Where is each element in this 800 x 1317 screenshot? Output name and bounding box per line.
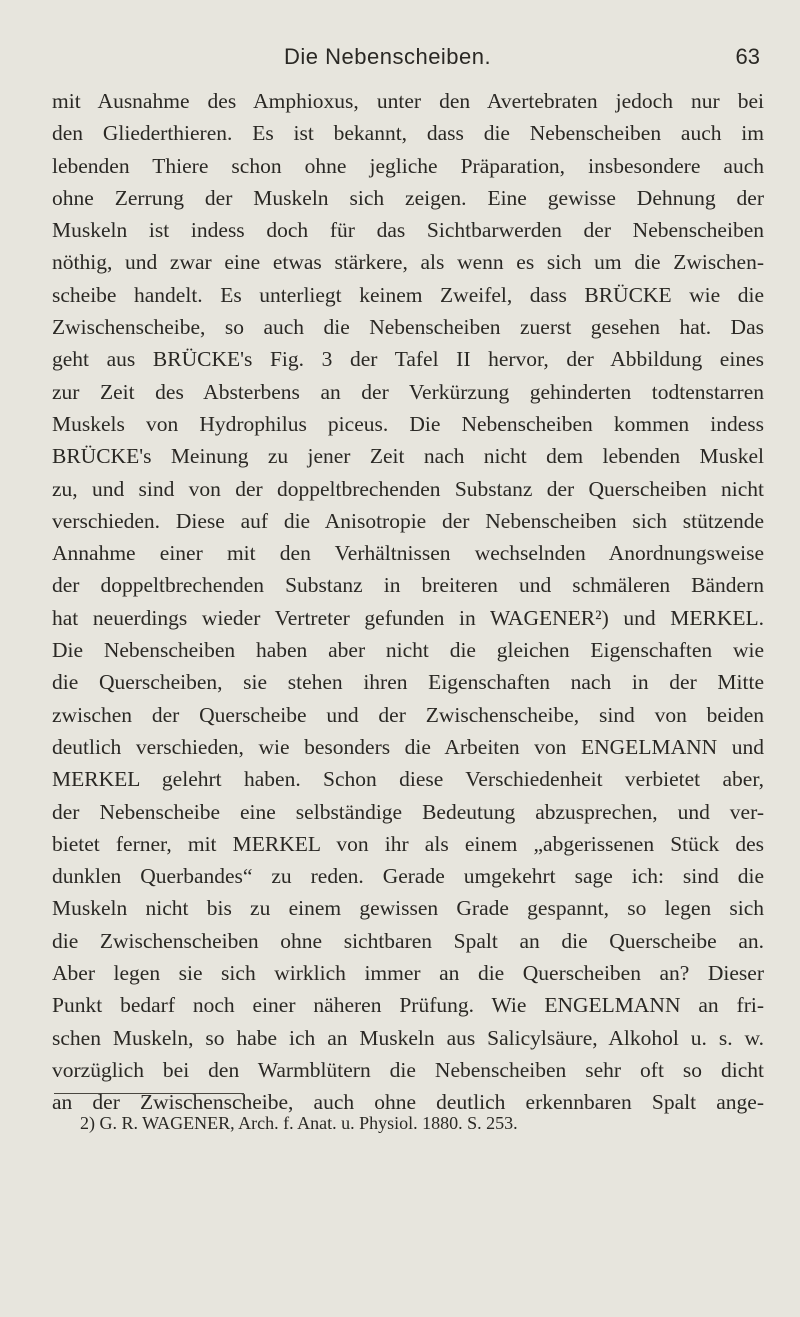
text-line: mit Ausnahme des Amphioxus, unter den Avertebraten jedoch nur bei xyxy=(52,89,764,113)
text-line: deutlich verschieden, wie besonders die Arbeiten von ENGELMANN und xyxy=(52,734,764,759)
text-line: BRÜCKE's Meinung zu jener Zeit nach nicht dem lebenden Muskel xyxy=(52,444,764,469)
text-line: vorzüglich bei den Warmblütern die Nebenscheiben sehr oft so dicht xyxy=(52,1057,764,1082)
text-line: die Querscheiben, sie stehen ihren Eigenschaften nach in der Mitte xyxy=(52,670,764,695)
text-line: hat neuerdings wieder Vertreter gefunden in WAGENER²) und MERKEL. xyxy=(52,605,764,630)
text-line: dunklen Querbandes“ zu reden. Gerade umgekehrt sage ich: sind die xyxy=(52,864,764,889)
text-line: lebenden Thiere schon ohne jegliche Präparation, insbesondere auch xyxy=(52,153,764,178)
text-line: scheibe handelt. Es unterliegt keinem Zweifel, dass BRÜCKE wie die xyxy=(52,282,764,307)
text-line: ohne Zerrung der Muskeln sich zeigen. Eine gewisse Dehnung der xyxy=(52,185,764,210)
text-line: schen Muskeln, so habe ich an Muskeln aus Salicylsäure, Alkohol u. s. w. xyxy=(52,1025,764,1050)
text-line: der Nebenscheibe eine selbständige Bedeutung abzusprechen, und ver- xyxy=(52,799,764,824)
text-line: Annahme einer mit den Verhältnissen wechselnden Anordnungsweise xyxy=(52,541,764,566)
page-number: 63 xyxy=(735,44,760,69)
running-head: Die Nebenscheiben. xyxy=(284,44,492,69)
body-text xyxy=(52,85,764,1119)
footnote-divider xyxy=(54,1093,244,1094)
text-line: die Zwischenscheiben ohne sichtbaren Spalt an die Querscheibe an. xyxy=(52,928,764,953)
text-line: bietet ferner, mit MERKEL von ihr als einem „abgerissenen Stück des xyxy=(52,831,764,856)
text-line: verschieden. Diese auf die Anisotropie der Nebenscheiben sich stützende xyxy=(52,508,764,533)
text-line: nöthig, und zwar eine etwas stärkere, als wenn es sich um die Zwischen- xyxy=(52,250,764,275)
text-line: der doppeltbrechenden Substanz in breiteren und schmäleren Bändern xyxy=(52,573,764,598)
text-line: an der Zwischenscheibe, auch ohne deutlich erkennbaren Spalt ange- xyxy=(52,1090,764,1115)
text-line: Muskeln ist indess doch für das Sichtbarwerden der Nebenscheiben xyxy=(52,218,764,243)
text-line: zu, und sind von der doppeltbrechenden Substanz der Querscheiben nicht xyxy=(52,476,764,501)
text-line: geht aus BRÜCKE's Fig. 3 der Tafel II hervor, der Abbildung eines xyxy=(52,347,764,372)
text-line: Aber legen sie sich wirklich immer an die Querscheiben an? Dieser xyxy=(52,961,764,986)
text-line: zwischen der Querscheibe und der Zwischenscheibe, sind von beiden xyxy=(52,702,764,727)
text-line: Muskels von Hydrophilus piceus. Die Nebenscheiben kommen indess xyxy=(52,411,764,436)
text-line: den Gliederthieren. Es ist bekannt, dass die Nebenscheiben auch im xyxy=(52,121,764,146)
text-line: zur Zeit des Absterbens an der Verkürzung gehinderten todtenstarren xyxy=(52,379,764,404)
footnote: 2) G. R. WAGENER, Arch. f. Anat. u. Physiol. 1880. S. 253. xyxy=(80,1113,518,1133)
text-line: Zwischenscheibe, so auch die Nebenscheiben zuerst gesehen hat. Das xyxy=(52,315,764,340)
text-line: Die Nebenscheiben haben aber nicht die gleichen Eigenschaften wie xyxy=(52,638,764,663)
text-line: MERKEL gelehrt haben. Schon diese Verschiedenheit verbietet aber, xyxy=(52,767,764,792)
text-line: Punkt bedarf noch einer näheren Prüfung. Wie ENGELMANN an fri- xyxy=(52,993,764,1018)
text-line: Muskeln nicht bis zu einem gewissen Grade gespannt, so legen sich xyxy=(52,896,764,921)
